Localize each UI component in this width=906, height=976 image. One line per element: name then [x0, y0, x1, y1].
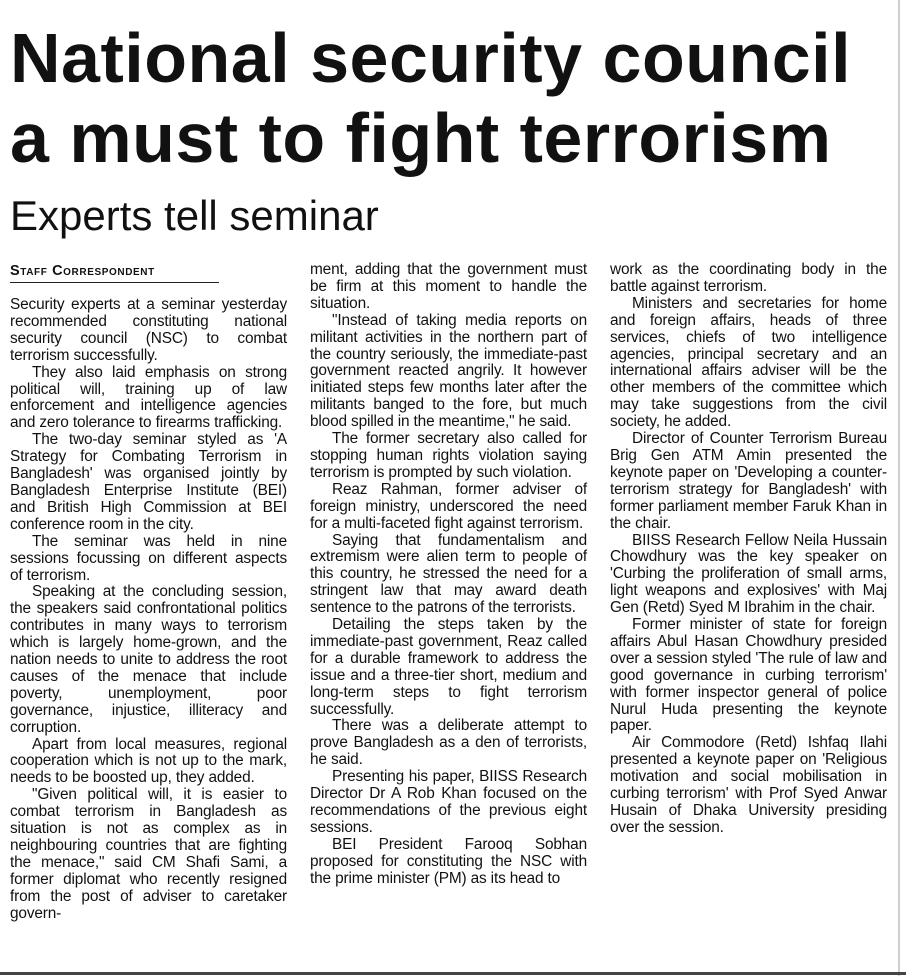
headline-line-2: a must to fight terrorism — [10, 99, 832, 177]
article-column-2 — [310, 262, 587, 888]
paragraph: They also laid emphasis on strong political will, training up of law enforcement and intelligence agencies and zero tolerance to firearms trafficking. — [10, 363, 287, 432]
paragraph: Reaz Rahman, former adviser of foreign ministry, underscored the need for a multi-faceted fight against terrorism. — [310, 480, 587, 532]
bottom-rule — [0, 972, 906, 975]
headline — [10, 18, 890, 178]
subheadline: Experts tell seminar — [10, 192, 379, 239]
byline-text: Staff Correspondent — [10, 263, 155, 279]
paragraph: Presenting his paper, BIISS Research Director Dr A Rob Khan focused on the recommendations of the previous eight sessions. — [310, 768, 587, 836]
paragraph: The seminar was held in nine sessions focussing on different aspects of terrorism. — [10, 532, 287, 584]
paragraph: work as the coordinating body in the battle against terrorism. — [610, 261, 887, 295]
paragraph: Detailing the steps taken by the immediate-past government, Reaz called for a durable framework to address the issue and a three-tier short, medium and long-term steps to fight terrorism successfully. — [310, 616, 587, 718]
paragraph: Apart from local measures, regional cooperation which is not up to the mark, needs to be boosted up, they added. — [10, 735, 287, 787]
paragraph: The former secretary also called for stopping human rights violation saying terrorism is prompted by such violation. — [310, 430, 587, 481]
paragraph: Ministers and secretaries for home and foreign affairs, heads of three services, chiefs of two intelligence agencies, principal secretary and an international affairs adviser will be the other members of the committee which may take suggestions from the civil society, he added. — [610, 294, 887, 431]
paragraph: Speaking at the concluding session, the speakers said confrontational politics contributes in many ways to terrorism which is largely home-grown, and the nation needs to unite to address the root causes of the menace that include poverty, unemployment, poor governance, injustice, illiteracy and corruption. — [10, 583, 287, 736]
paragraph: Former minister of state for foreign affairs Abul Hasan Chowdhury presided over a session styled 'The rule of law and good governance in curbing terrorism' with former inspector general of police Nurul Huda presenting the keynote paper. — [610, 616, 887, 735]
paragraph: Security experts at a seminar yesterday recommended constituting national security council (NSC) to combat terrorism successfully. — [10, 296, 287, 364]
article-column-1 — [10, 262, 287, 923]
paragraph: The two-day seminar styled as 'A Strategy for Combating Terrorism in Bangladesh' was organised jointly by Bangladesh Enterprise Institute (BEI) and British High Commission at BEI conference room in the city. — [10, 431, 287, 533]
paragraph: Director of Counter Terrorism Bureau Brig Gen ATM Amin presented the keynote paper on 'Developing a counter-terrorism strategy for Bangladesh' with former parliament member Faruk Khan in the chair. — [610, 430, 887, 532]
byline — [10, 263, 219, 283]
paragraph: There was a deliberate attempt to prove Bangladesh as a den of terrorists, he said. — [310, 717, 587, 769]
paragraph: ment, adding that the government must be firm at this moment to handle the situation. — [310, 261, 587, 312]
paragraph: BEI President Farooq Sobhan proposed for constituting the NSC with the prime minister (PM) as its head to — [310, 835, 587, 887]
paragraph: Saying that fundamentalism and extremism were alien term to people of this country, he stressed the need for a stringent law that may award death sentence to the patrons of the terrorists. — [310, 531, 587, 617]
article-column-3 — [610, 262, 887, 837]
headline-line-1: National security council — [10, 19, 852, 97]
paragraph: BIISS Research Fellow Neila Hussain Chowdhury was the key speaker on 'Curbing the proliferation of small arms, light weapons and explosives' with Maj Gen (Retd) Syed M Ibrahim in the chair. — [610, 531, 887, 617]
paragraph: Air Commodore (Retd) Ishfaq Ilahi presented a keynote paper on 'Religious motivation and social mobilisation in curbing terrorism' with Prof Syed Anwar Husain of Dhaka University presiding over the session. — [610, 734, 887, 836]
paragraph: "Given political will, it is easier to combat terrorism in Bangladesh as situation is not as complex as in neighbouring countries that are fighting the menace," said CM Shafi Sami, a former diplomat who recently resigned from the post of adviser to caretaker govern- — [10, 786, 287, 922]
page-edge-rule — [898, 0, 900, 976]
paragraph: "Instead of taking media reports on militant activities in the northern part of the country seriously, the immediate-past government reacted angrily. It however initiated steps few months later after the militants banged to the fore, but much blood spilled in the meantime," he said. — [310, 311, 587, 431]
